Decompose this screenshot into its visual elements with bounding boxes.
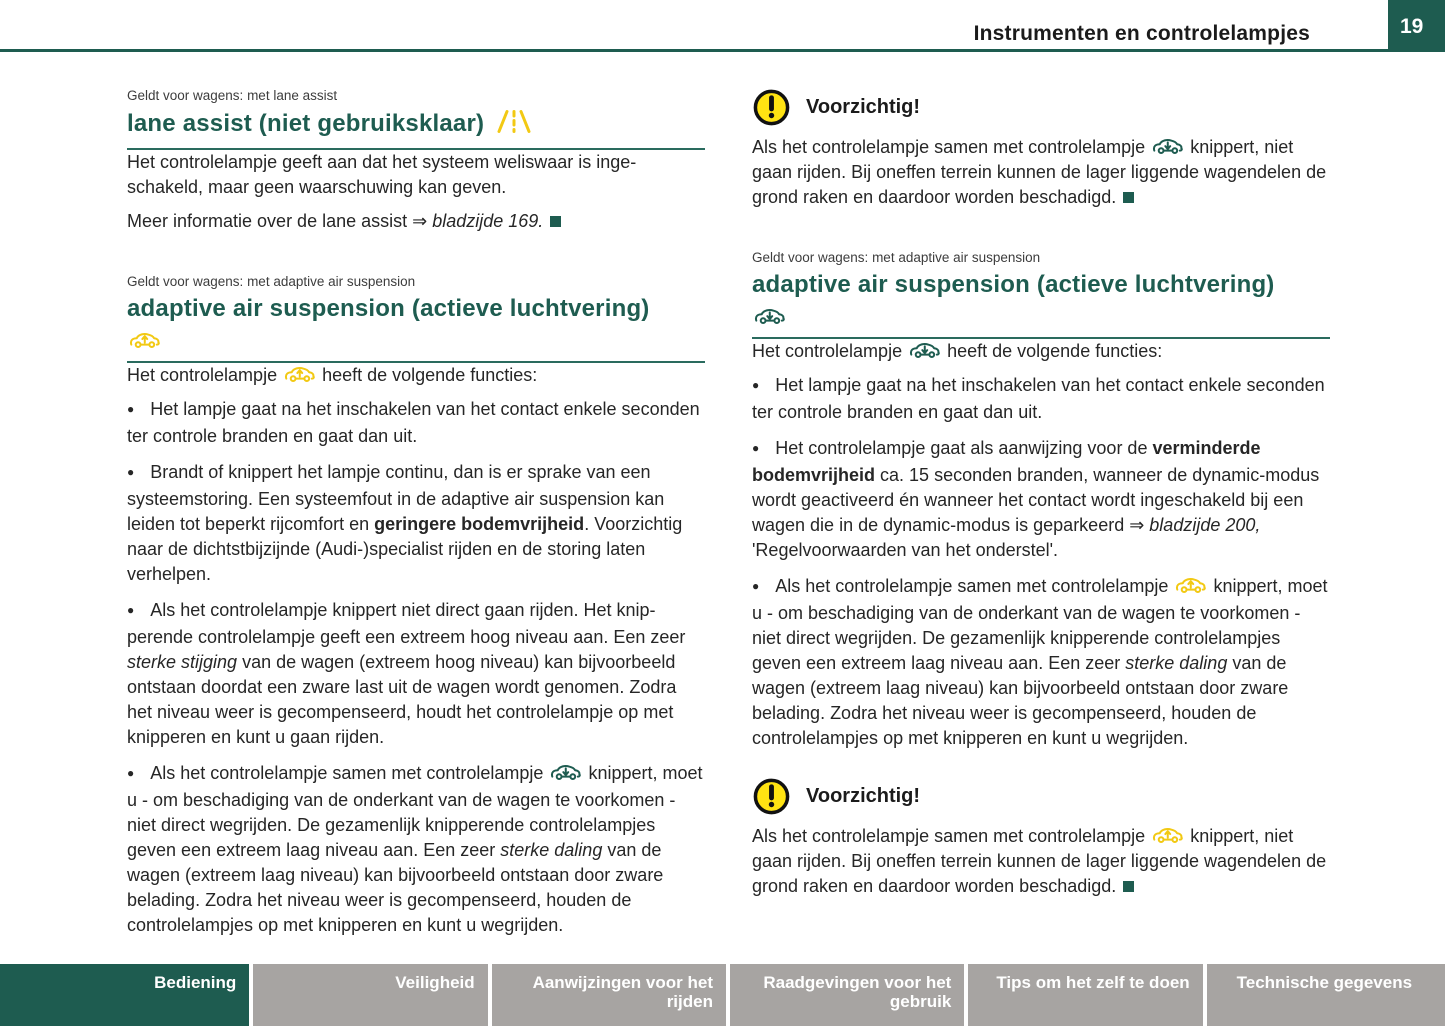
caution-header bbox=[752, 88, 1330, 127]
heading-icon-slot bbox=[484, 110, 534, 137]
suspension-high-warning-icon bbox=[1152, 825, 1183, 846]
suspension-low-warning-icon bbox=[754, 306, 785, 327]
footer-tab-veiligheid: Veiligheid bbox=[253, 964, 487, 1026]
applies-to-caption: Geldt voor wagens: met adaptive air suspension bbox=[127, 274, 416, 289]
caution-icon bbox=[752, 777, 791, 816]
footer-tab-tips: Tips om het zelf te doen bbox=[968, 964, 1202, 1026]
footer-tab-aanwijzingen: Aanwijzingen voor het rijden bbox=[492, 964, 726, 1026]
lane-assist-icon bbox=[494, 108, 534, 135]
list-item: ● Het lampje gaat na het inschakelen van het contact enkele seconden ter controle branden en gaat dan uit. bbox=[752, 373, 1330, 425]
list-item: ● Als het controlelampje samen met controlelampje knippert, moet u - om beschadiging van de onderkant van de wagen te voorkomen - niet direct wegrijden. De gezamenlijk knipperende controlelampjes geven een extreem laag niveau aan. Een zeer sterke daling van de wagen (extreem laag niveau) kan bijvoorbeeld ontstaan door zware belading. Zodra het niveau weer is gecompenseerd, houden de controlelampjes op met knipperen en kunt u wegrijden. bbox=[127, 761, 705, 938]
caution-title: Voorzichtig! bbox=[806, 96, 921, 118]
footer-section-tabs bbox=[0, 964, 1445, 1026]
section-heading: lane assist (niet gebruiksklaar) bbox=[127, 108, 705, 139]
suspension-low-warning-icon bbox=[1152, 136, 1183, 157]
caution-box-1 bbox=[752, 88, 1330, 210]
left-column bbox=[127, 88, 705, 949]
page-number-badge bbox=[1388, 0, 1445, 52]
paragraph: Het controlelampje heeft de volgende functies: bbox=[752, 341, 1163, 361]
caution-title: Voorzichtig! bbox=[806, 785, 921, 807]
list-item: ● Het controlelampje gaat als aanwijzing voor de verminderde bodemvrijheid ca. 15 seconden branden, wanneer de dynamic-modus wordt geactiveerd én wanneer het contact wordt ingeschakeld bij een wagen die in de dynamic-modus is geparkeerd ⇒ bladzijde 200, 'Regelvoorwaarden van het onderstel'. bbox=[752, 436, 1330, 563]
heading-icon-slot bbox=[752, 306, 1330, 328]
section-heading-block bbox=[127, 108, 705, 150]
page-title: Instrumenten en controlelampjes bbox=[973, 22, 1310, 45]
right-column bbox=[752, 88, 1330, 908]
caution-text: Als het controlelampje samen met controlelampje knippert, niet gaan rijden. Bij oneffen terrein kunnen de lager liggende wagendelen de grond raken en daardoor worden beschadigd. bbox=[752, 137, 1327, 207]
section-adaptive-air-suspension-left bbox=[127, 274, 705, 938]
footer-tab-technische-gegevens: Technische gegevens bbox=[1207, 964, 1445, 1026]
applies-to-caption: Geldt voor wagens: met adaptive air suspension bbox=[752, 250, 1041, 265]
suspension-low-warning-icon bbox=[550, 762, 581, 783]
page-number: 19 bbox=[1400, 15, 1424, 38]
list-item: ● Het lampje gaat na het inschakelen van het contact enkele seconden ter controle branden en gaat dan uit. bbox=[127, 397, 705, 449]
list-item: ● Als het controlelampje knippert niet direct gaan rijden. Het knipperende controlelampje geeft een extreem hoog niveau aan. Een zeer sterke stijging van de wagen (extreem hoog niveau) kan bijvoorbeeld ontstaan doordat een zware last uit de wagen wordt genomen. Zodra het niveau weer is gecompenseerd, houdt het controlelampje op met knipperen en kunt u gaan rijden. bbox=[127, 598, 705, 750]
footer-tab-bediening: Bediening bbox=[0, 964, 249, 1026]
list-item: ● Brandt of knippert het lampje continu, dan is er sprake van een systeemstoring. Een systeemfout in de adaptive air suspension kan leiden tot beperkt rijcomfort en geringere bodemvrijheid. Voorzichtig naar de dichtstbijzijnde (Audi-)specialist rijden en de storing laten verhelpen. bbox=[127, 460, 705, 587]
caution-text: Als het controlelampje samen met controlelampje knippert, niet gaan rijden. Bij oneffen terrein kunnen de lager liggende wagendelen de grond raken en daardoor worden beschadigd. bbox=[752, 826, 1327, 896]
section-end-marker bbox=[1123, 881, 1134, 892]
applies-to-caption: Geldt voor wagens: met lane assist bbox=[127, 88, 338, 103]
caution-header bbox=[752, 777, 1330, 816]
suspension-high-warning-icon bbox=[129, 330, 160, 351]
section-end-marker bbox=[1123, 192, 1134, 203]
caution-box-2 bbox=[752, 777, 1330, 899]
section-heading-block bbox=[127, 294, 705, 363]
heading-icon-slot bbox=[127, 330, 705, 352]
caution-icon bbox=[752, 88, 791, 127]
header-rule bbox=[0, 49, 1445, 52]
suspension-high-warning-icon bbox=[284, 364, 315, 385]
footer-tab-raadgevingen: Raadgevingen voor het gebruik bbox=[730, 964, 964, 1026]
section-lane-assist bbox=[127, 88, 705, 234]
section-heading: adaptive air suspension (actieve luchtvering) bbox=[752, 271, 1275, 298]
list-item: ● Als het controlelampje samen met controlelampje knippert, moet u - om beschadiging van de onderkant van de wagen te voorkomen - niet direct wegrijden. De gezamenlijk knipperende controlelampjes geven een extreem laag niveau aan. Een zeer sterke daling van de wagen (extreem laag niveau) kan bijvoorbeeld ontstaan door zware belading. Zodra het niveau weer is gecompenseerd, houden de controlelampjes op met knipperen en kunt u wegrijden. bbox=[752, 574, 1330, 751]
section-heading-block bbox=[752, 270, 1330, 339]
paragraph: Het controlelampje heeft de volgende functies: bbox=[127, 365, 538, 385]
page-reference: Meer informatie over de lane assist ⇒ bladzijde 169. bbox=[127, 209, 705, 234]
section-end-marker bbox=[550, 216, 561, 227]
section-heading: adaptive air suspension (actieve luchtvering) bbox=[127, 295, 650, 322]
suspension-low-warning-icon bbox=[909, 340, 940, 361]
paragraph: Het controlelampje geeft aan dat het systeem weliswaar is ingeschakeld, maar geen waarschuwing kan geven. bbox=[127, 152, 637, 197]
section-adaptive-air-suspension-right bbox=[752, 250, 1330, 751]
suspension-high-warning-icon bbox=[1175, 575, 1206, 596]
